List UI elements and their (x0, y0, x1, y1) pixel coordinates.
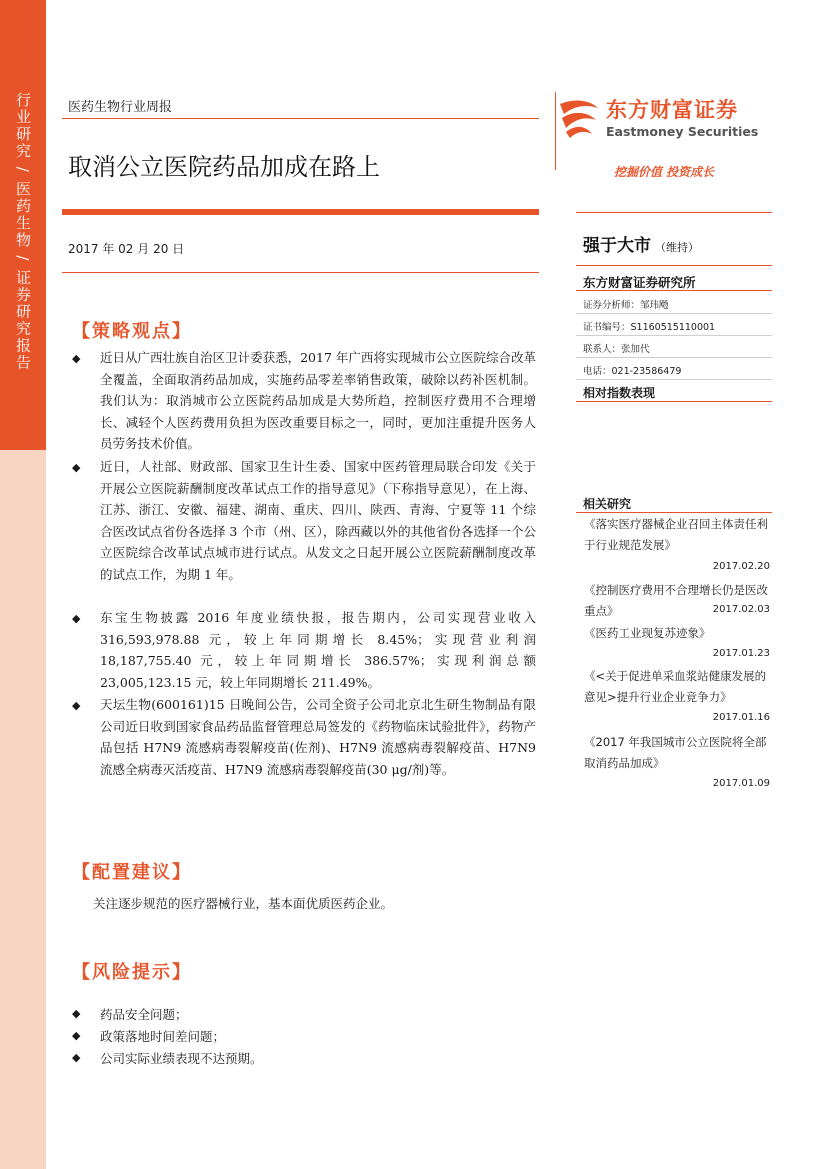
logo-icon (556, 94, 602, 140)
divider (576, 313, 772, 314)
related-item[interactable]: 《医药工业现复苏迹象》 (584, 626, 711, 640)
brand-logo (556, 94, 766, 144)
divider (576, 265, 772, 266)
brand-name-cn: 东方财富证券 (606, 98, 738, 122)
risk-item: 政策落地时间差问题； (100, 1029, 226, 1044)
allocation-text: 关注逐步规范的医疗器械行业，基本面优质医药企业。 (93, 896, 394, 911)
divider (576, 212, 772, 213)
rating (583, 231, 699, 256)
strategy-point: 东宝生物披露 2016 年度业绩快报，报告期内，公司实现营业收入 316,593,978.88 元，较上年同期增长 8.45%；实现营业利润 18,187,755.40 元，较上年同期增长 386.57%；实现利润总额 23,005,123.15 元，较上年同期增长 211.49%。 (100, 610, 536, 690)
index-performance-title: 相对指数表现 (583, 386, 656, 400)
related-research-title: 相关研究 (583, 497, 632, 511)
page-title: 取消公立医院药品加成在路上 (68, 153, 380, 181)
related-item[interactable]: 《<关于促进单采血浆站健康发展的意见>提升行业企业竞争力》 (584, 669, 767, 704)
bullet-icon: ◆ (72, 1029, 81, 1042)
related-item-date: 2017.01.23 (712, 648, 770, 659)
cert-number: 证书编号：S1160515110001 (583, 322, 716, 333)
rating-note: （维持） (655, 241, 699, 254)
sidebar (0, 0, 46, 1169)
divider (576, 512, 772, 513)
related-item[interactable]: 《2017 年我国城市公立医院将全部取消药品加成》 (584, 735, 767, 770)
risk-item: 药品安全问题； (100, 1007, 188, 1022)
sidebar-top-band (0, 0, 46, 450)
strategy-point: 近日，人社部、财政部、国家卫生计生委、国家中医药管理局联合印发《关于开展公立医院薪酬制度改革试点工作的指导意见》（下称指导意见），在上海、江苏、浙江、安徽、福建、湖南、重庆、四川、陕西、青海、宁夏等 11 个综合医改试点省份各选择 3 个市（州、区），除西藏以外的其他省份各选择一个公立医院综合改革试点城市进行试点。从发文之日起开展公立医院薪酬制度改革的试点工作，为期 1 年。 (100, 459, 536, 582)
brand-name-en: Eastmoney Securities (606, 124, 759, 139)
divider (576, 335, 772, 336)
rating-label: 强于大市 (583, 236, 651, 256)
bullet-icon: ◆ (72, 1051, 81, 1064)
related-item-date: 2017.02.03 (712, 604, 770, 615)
report-date: 2017 年 02 月 20 日 (68, 242, 185, 256)
divider (576, 401, 772, 402)
divider (576, 357, 772, 358)
contact-person: 联系人：张加代 (583, 344, 650, 355)
phone: 电话：021-23586479 (583, 366, 682, 377)
bullet-icon: ◆ (72, 1007, 81, 1020)
brand-slogan: 挖掘价值 投资成长 (614, 165, 715, 179)
sidebar-text: 行业研究 / 医药生物 / 证券研究报告 (14, 92, 32, 372)
strategy-point: 近日从广西壮族自治区卫计委获悉，2017 年广西将实现城市公立医院综合改革全覆盖，全面取消药品加成，实施药品零差率销售政策，破除以药补医机制。我们认为：取消城市公立医院药品加成是大势所趋，控制医疗费用不合理增长、减轻个人医药费用负担为医改重要目标之一，同时，更加注重提升医务人员劳务技术价值。 (100, 350, 536, 451)
strategy-point: 天坛生物(600161)15 日晚间公告，公司全资子公司北京北生研生物制品有限公司近日收到国家食品药品监督管理总局签发的《药物临床试验批件》，药物产品包括 H7N9 流感病毒裂解疫苗(佐剂)、H7N9 流感病毒裂解疫苗、H7N9 流感全病毒灭活疫苗、H7N9 流感病毒裂解疫苗(30 μg/剂)等。 (100, 697, 536, 777)
divider (576, 290, 772, 291)
section-heading-strategy: 【策略观点】 (72, 321, 192, 342)
institute-name: 东方财富证券研究所 (583, 275, 696, 290)
bullet-icon: ◆ (72, 699, 81, 712)
bullet-icon: ◆ (72, 352, 81, 365)
title-bar (62, 209, 539, 215)
related-item[interactable]: 《控制医疗费用不合理增长仍是医改重点》 (584, 583, 768, 618)
analyst: 证券分析师：邹玮飏 (583, 300, 669, 311)
related-item-date: 2017.02.20 (712, 561, 770, 572)
divider (62, 272, 539, 273)
bullet-icon: ◆ (72, 612, 81, 625)
related-item-date: 2017.01.09 (712, 778, 770, 789)
related-item-date: 2017.01.16 (712, 712, 770, 723)
divider (576, 379, 772, 380)
divider (62, 118, 539, 119)
doc-type: 医药生物行业周报 (68, 100, 173, 115)
risk-item: 公司实际业绩表现不达预期。 (100, 1051, 263, 1066)
related-item[interactable]: 《落实医疗器械企业召回主体责任利于行业规范发展》 (584, 517, 768, 552)
section-heading-risk: 【风险提示】 (72, 962, 192, 983)
bullet-icon: ◆ (72, 461, 81, 474)
sidebar-bottom-band (0, 450, 46, 1169)
section-heading-allocation: 【配置建议】 (72, 862, 192, 883)
